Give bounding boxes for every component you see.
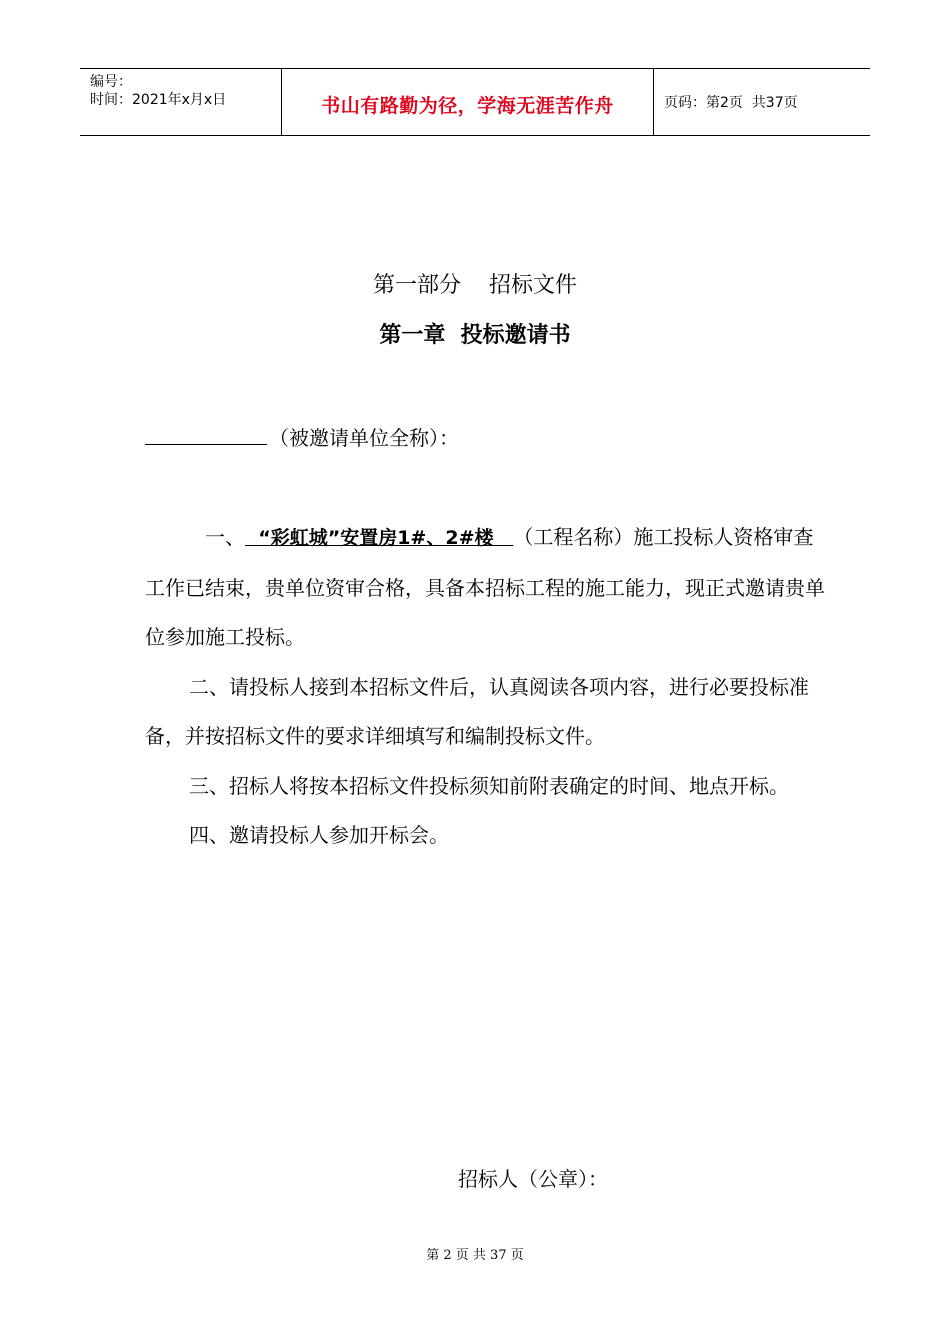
paragraph-1-prefix: 一、 xyxy=(205,525,245,549)
part-title: 第一部分 招标文件 xyxy=(373,273,577,298)
page-footer: 第 2 页 共 37 页 xyxy=(426,1248,524,1263)
paragraph-4: 四、邀请投标人参加开标会。 xyxy=(189,823,449,847)
paragraph-1 xyxy=(145,513,825,663)
invitee-blank-line xyxy=(145,420,267,445)
chapter-title: 第一章 投标邀请书 xyxy=(379,323,571,348)
signature-line: 招标人（公章）： xyxy=(458,1167,608,1191)
header-page-cell xyxy=(654,69,870,135)
page-header xyxy=(80,68,870,136)
header-motto-cell xyxy=(282,69,654,135)
serial-number-label: 编号： xyxy=(90,74,132,90)
letter-body xyxy=(145,513,825,861)
date-label: 时间：2021年x月x日 xyxy=(90,92,227,108)
salutation-text: （被邀请单位全称）： xyxy=(269,426,459,450)
paragraph-1-text: （工程名称）施工投标人资格审查工作已结束，贵单位资审合格，具备本招标工程的施工能力，现正式邀请贵单位参加施工投标。 xyxy=(145,525,825,649)
paragraph-2: 二、请投标人接到本招标文件后，认真阅读各项内容，进行必要投标准备，并按招标文件的要求详细填写和编制投标文件。 xyxy=(145,674,809,748)
salutation xyxy=(145,420,459,453)
header-meta-cell xyxy=(80,69,282,135)
header-motto: 书山有路勤为径，学海无涯苦作舟 xyxy=(321,94,614,117)
project-name: “彩虹城”安置房1#、2#楼 xyxy=(245,527,514,549)
header-page-info: 页码：第2页 共37页 xyxy=(664,95,798,111)
paragraph-3: 三、招标人将按本招标文件投标须知前附表确定的时间、地点开标。 xyxy=(189,773,789,798)
